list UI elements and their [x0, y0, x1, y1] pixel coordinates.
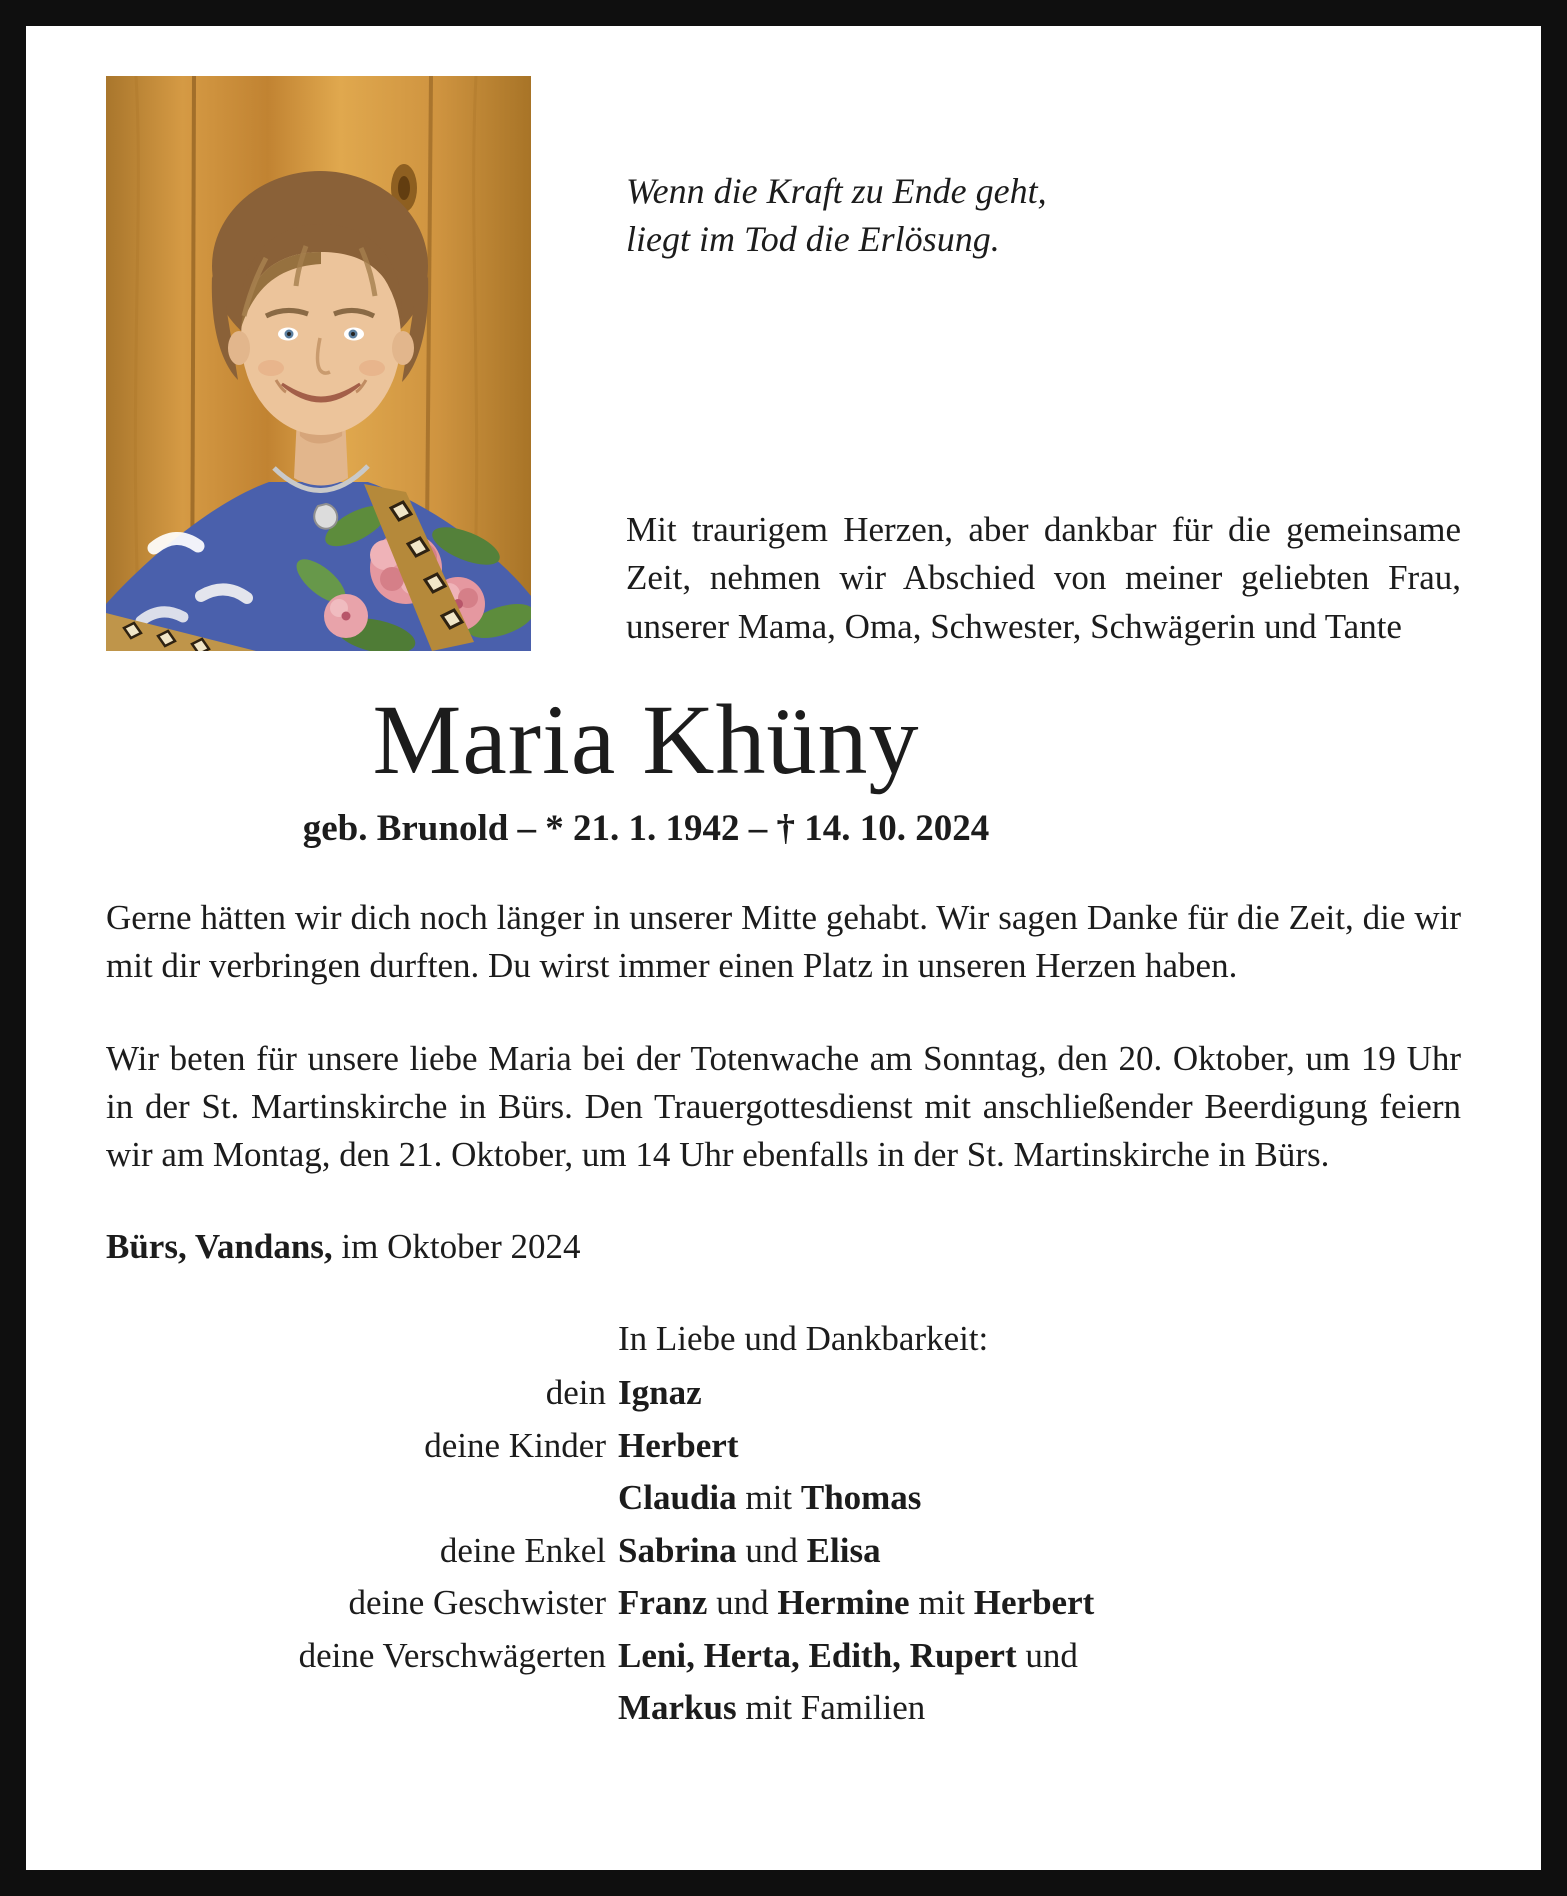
- family-relation-label: dein: [545, 1373, 606, 1413]
- quote-line-1: Wenn die Kraft zu Ende geht,: [626, 171, 1047, 211]
- family-row: [106, 1367, 1461, 1420]
- family-row: [106, 1630, 1461, 1683]
- place-date-line: [106, 1227, 1461, 1267]
- quote-line-2: liegt im Tod die Erlösung.: [626, 218, 1000, 259]
- obituary-page: [26, 26, 1541, 1870]
- family-relation-label: [106, 1472, 606, 1525]
- life-dates: geb. Brunold – * 21. 1. 1942 – † 14. 10. 2024: [302, 808, 990, 849]
- family-relation-label: deine Enkel: [439, 1530, 606, 1570]
- family-names: Leni, Herta, Edith, Rupert und: [618, 1635, 1078, 1675]
- deceased-name: Maria Khüny: [372, 684, 920, 795]
- name-block: [106, 684, 1186, 850]
- place-names: Bürs, Vandans,: [106, 1227, 333, 1267]
- top-section: [106, 76, 1461, 651]
- family-relation-label: deine Kinder: [424, 1425, 606, 1465]
- family-names: Franz und Hermine mit Herbert: [618, 1583, 1095, 1623]
- family-names: Sabrina und Elisa: [618, 1530, 881, 1570]
- family-names: Claudia mit Thomas: [618, 1478, 922, 1518]
- family-row: [106, 1577, 1461, 1630]
- family-row: [106, 1420, 1461, 1473]
- place-date: im Oktober 2024: [332, 1227, 581, 1267]
- top-right-column: [626, 76, 1461, 651]
- family-relation-label: deine Geschwister: [348, 1583, 606, 1623]
- epigraph-quote: [626, 168, 1461, 263]
- thanks-paragraph: Gerne hätten wir dich noch länger in unserer Mitte gehabt. Wir sagen Danke für die Zeit, die wir mit dir verbringen durften. Du wirst immer einen Platz in unseren Herzen haben.: [106, 898, 1461, 986]
- family-names: Herbert: [618, 1425, 739, 1465]
- family-relation-label: [106, 1682, 606, 1735]
- closing-line: In Liebe und Dankbarkeit:: [618, 1319, 989, 1359]
- portrait-photo-illustration: [106, 76, 531, 651]
- family-relation-label: deine Verschwägerten: [298, 1635, 606, 1675]
- family-row: [106, 1525, 1461, 1578]
- portrait-photo: [106, 76, 531, 651]
- family-names: Markus mit Familien: [618, 1688, 926, 1728]
- family-names: Ignaz: [618, 1373, 702, 1413]
- service-paragraph: Wir beten für unsere liebe Maria bei der Totenwache am Sonntag, den 20. Oktober, um 19 Uhr in der St. Martinskirche in Bürs. Den Trauergottesdienst mit anschließender Beerdigung feiern wir am Montag, den 21. Oktober, um 14 Uhr ebenfalls in der St. Martinskirche in Bürs.: [106, 1038, 1461, 1175]
- family-row: [106, 1472, 1461, 1525]
- family-list: [106, 1367, 1461, 1735]
- family-row: [106, 1682, 1461, 1735]
- intro-paragraph: Mit traurigem Herzen, aber dankbar für die gemeinsame Zeit, nehmen wir Abschied von meiner geliebten Frau, unserer Mama, Oma, Schwester, Schwägerin und Tante: [626, 510, 1461, 646]
